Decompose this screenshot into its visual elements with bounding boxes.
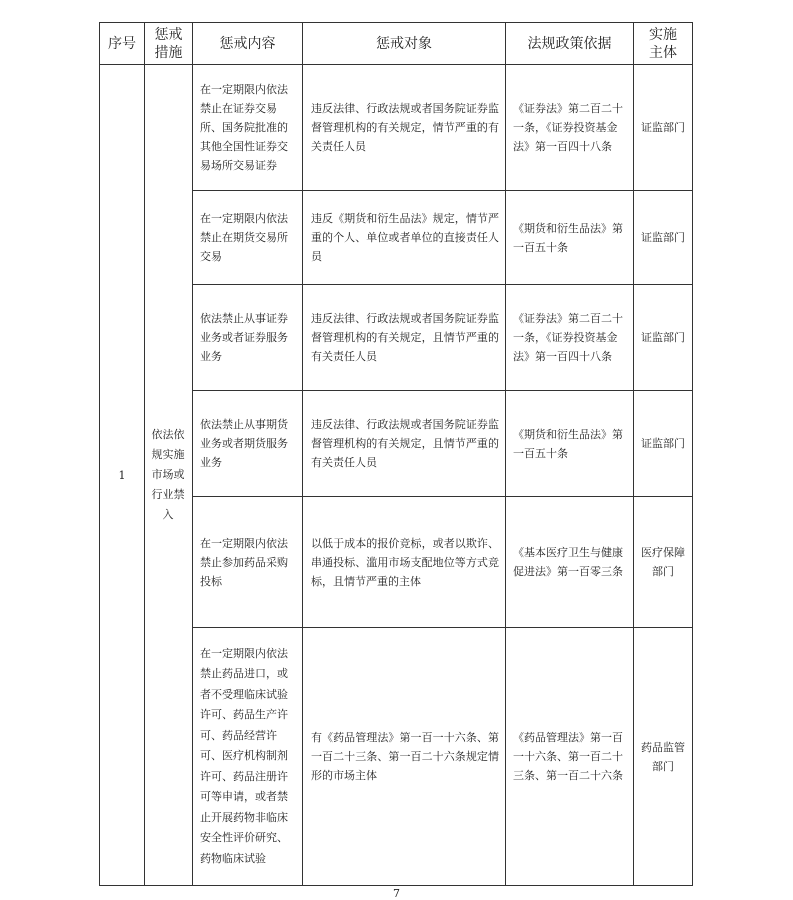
header-content: 惩戒内容 <box>193 23 303 65</box>
content-cell: 依法禁止从事证券业务或者证券服务业务 <box>193 285 303 391</box>
target-cell: 违反法律、行政法规或者国务院证券监督管理机构的有关规定，情节严重的有关责任人员 <box>303 65 506 191</box>
header-basis: 法规政策依据 <box>506 23 634 65</box>
punishment-table <box>99 22 693 886</box>
page-number: 7 <box>393 887 400 900</box>
seq-cell: 1 <box>100 65 145 886</box>
header-measure: 惩戒措施 <box>145 23 193 65</box>
basis-cell: 《基本医疗卫生与健康促进法》第一百零三条 <box>506 497 634 628</box>
dept-cell: 证监部门 <box>634 391 693 497</box>
basis-cell: 《证券法》第二百二十一条，《证券投资基金法》第一百四十八条 <box>506 285 634 391</box>
content-cell: 在一定期限内依法禁止在期货交易所交易 <box>193 191 303 285</box>
target-cell: 有《药品管理法》第一百一十六条、第一百二十三条、第一百二十六条规定情形的市场主体 <box>303 628 506 886</box>
basis-cell: 《期货和衍生品法》第一百五十条 <box>506 391 634 497</box>
measure-cell: 依法依规实施市场或行业禁入 <box>145 65 193 886</box>
target-cell: 违反法律、行政法规或者国务院证券监督管理机构的有关规定，且情节严重的有关责任人员 <box>303 391 506 497</box>
dept-cell: 医疗保障部门 <box>634 497 693 628</box>
basis-cell: 《证券法》第二百二十一条，《证券投资基金法》第一百四十八条 <box>506 65 634 191</box>
header-target: 惩戒对象 <box>303 23 506 65</box>
dept-cell: 证监部门 <box>634 191 693 285</box>
dept-cell: 药品监管部门 <box>634 628 693 886</box>
content-cell: 在一定期限内依法禁止参加药品采购投标 <box>193 497 303 628</box>
dept-cell: 证监部门 <box>634 285 693 391</box>
basis-cell: 《期货和衍生品法》第一百五十条 <box>506 191 634 285</box>
header-row <box>100 23 693 65</box>
content-cell: 依法禁止从事期货业务或者期货服务业务 <box>193 391 303 497</box>
table-row <box>100 65 693 191</box>
target-cell: 违反法律、行政法规或者国务院证券监督管理机构的有关规定，且情节严重的有关责任人员 <box>303 285 506 391</box>
target-cell: 违反《期货和衍生品法》规定，情节严重的个人、单位或者单位的直接责任人员 <box>303 191 506 285</box>
header-dept: 实施主体 <box>634 23 693 65</box>
content-cell: 在一定期限内依法禁止药品进口，或者不受理临床试验许可、药品生产许可、药品经营许可、医疗机构制剂许可、药品注册许可等申请，或者禁止开展药物非临床安全性评价研究、药物临床试验 <box>193 628 303 886</box>
content-cell: 在一定期限内依法禁止在证券交易所、国务院批准的其他全国性证券交易场所交易证券 <box>193 65 303 191</box>
dept-cell: 证监部门 <box>634 65 693 191</box>
target-cell: 以低于成本的报价竞标，或者以欺诈、串通投标、滥用市场支配地位等方式竞标，且情节严重的主体 <box>303 497 506 628</box>
basis-cell: 《药品管理法》第一百一十六条、第一百二十三条、第一百二十六条 <box>506 628 634 886</box>
header-seq: 序号 <box>100 23 145 65</box>
